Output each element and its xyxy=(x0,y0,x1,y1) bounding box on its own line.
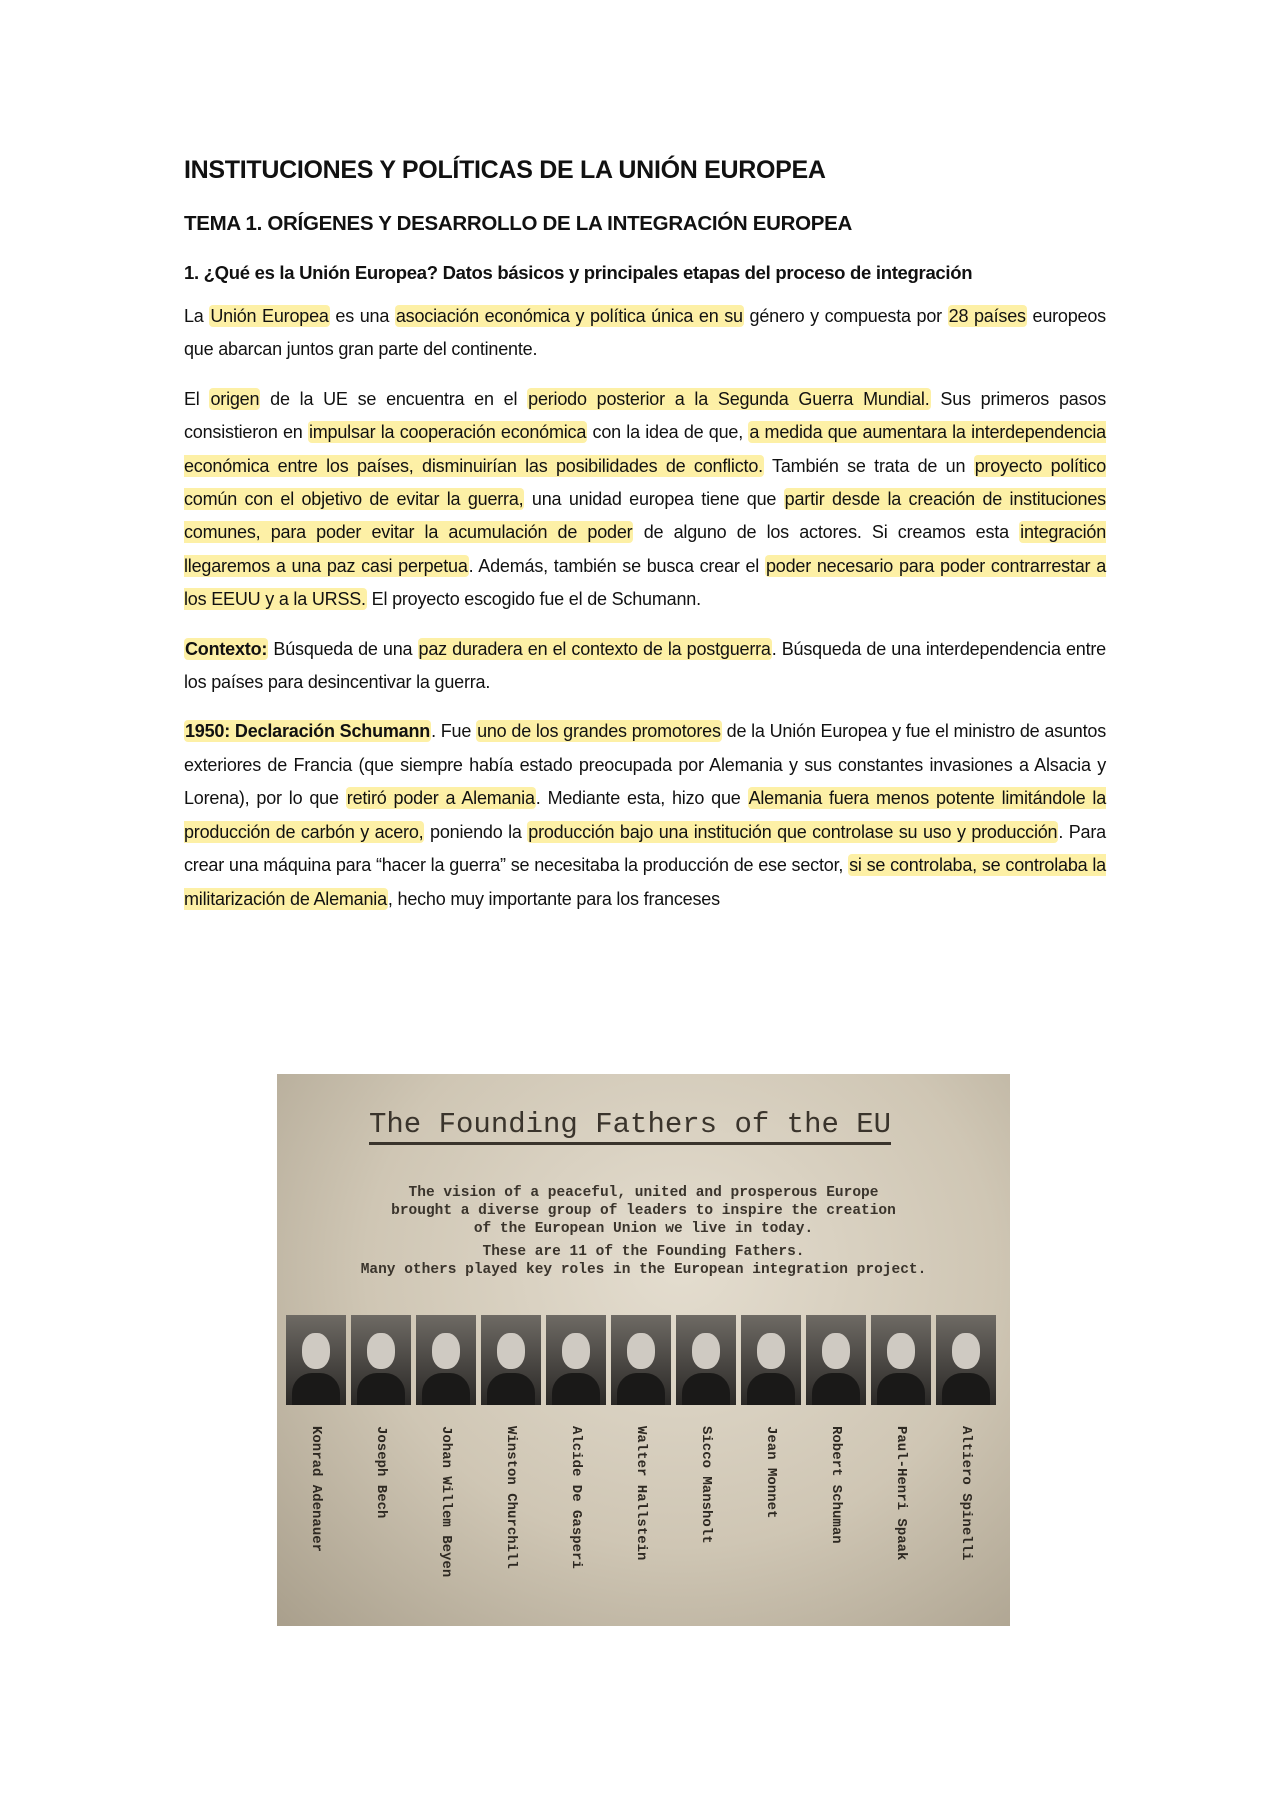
figure-note: These are 11 of the Founding Fathers. Many others played key roles in the European integration project. xyxy=(360,1244,927,1278)
highlighted-text: proyecto político común con el objetivo de evitar la guerra, xyxy=(184,455,1107,510)
portrait-row xyxy=(286,1315,996,1405)
founder-name: Alcide De Gasperi xyxy=(568,1426,584,1569)
highlighted-text: producción bajo una institución que controlase su uso y producción xyxy=(528,821,1058,842)
text: . Para crear una máquina para “hacer la guerra” se necesitaba la producción de ese sector, xyxy=(184,821,1106,876)
body-text xyxy=(184,300,1106,916)
portrait-photo xyxy=(546,1315,606,1405)
highlighted-text: partir desde la creación de instituciones comunes, para poder evitar la acumulación de poder xyxy=(184,489,1106,543)
highlighted-text: impulsar la cooperación económica xyxy=(308,422,587,443)
founder-name: Sicco Mansholt xyxy=(698,1426,714,1544)
text: . Fue xyxy=(431,721,477,742)
highlighted-text: asociación económica y política única en su xyxy=(395,306,743,326)
founding-fathers-image xyxy=(277,1074,1010,1626)
founder-name: Altiero Spinelli xyxy=(958,1426,974,1561)
text: Búsqueda de una xyxy=(268,638,418,659)
highlighted-text: Unión Europea xyxy=(210,306,329,326)
portrait-photo xyxy=(936,1315,996,1405)
text: . Mediante esta, hizo que xyxy=(535,788,748,809)
text: una unidad europea tiene que xyxy=(524,489,784,510)
text: Sus primeros pasos consistieron en xyxy=(184,388,1106,443)
highlighted-text: periodo posterior a la Segunda Guerra Mundial. xyxy=(528,388,930,409)
topic-heading: TEMA 1. ORÍGENES Y DESARROLLO DE LA INTEGRACIÓN EUROPEA xyxy=(184,212,853,235)
founder-name: Robert Schuman xyxy=(828,1426,844,1544)
text: europeos que abarcan juntos gran parte del continente. xyxy=(184,306,1106,360)
text: es una xyxy=(329,306,395,326)
text: El proyecto escogido fue el de Schumann. xyxy=(366,589,701,610)
founder-name: Winston Churchill xyxy=(503,1426,519,1569)
founder-name: Jean Monnet xyxy=(763,1426,779,1519)
section-heading: 1. ¿Qué es la Unión Europea? Datos básicos y principales etapas del proceso de integración xyxy=(184,262,973,283)
name-row xyxy=(286,1426,996,1616)
portrait-photo xyxy=(351,1315,411,1405)
founder-name: Johan Willem Beyen xyxy=(438,1426,454,1578)
highlighted-text: 28 países xyxy=(948,306,1026,326)
highlighted-text: Alemania fuera menos potente limitándole la producción de carbón y acero, xyxy=(184,788,1106,842)
text: de la Unión Europea y fue el ministro de asuntos exteriores de Francia (que siempre había estado preocupada por Alemania y sus constantes invasiones a Alsacia y Lorena), por lo que xyxy=(184,721,1106,809)
highlighted-text: uno de los grandes promotores xyxy=(477,721,721,742)
highlighted-text: poder necesario para poder contrarrestar a los EEUU y a la URSS. xyxy=(184,555,1107,610)
portrait-photo xyxy=(676,1315,736,1405)
text: de alguno de los actores. Si creamos esta xyxy=(633,522,1020,543)
text: El xyxy=(184,388,210,409)
document-title: INSTITUCIONES Y POLÍTICAS DE LA UNIÓN EUROPEA xyxy=(184,156,826,184)
founder-name: Joseph Bech xyxy=(373,1426,389,1519)
portrait-photo xyxy=(741,1315,801,1405)
highlighted-text: si se controlaba, se controlaba la militarización de Alemania xyxy=(184,855,1106,909)
document-page xyxy=(184,150,1106,916)
founder-name: Paul-Henri Spaak xyxy=(893,1426,909,1561)
highlighted-text: Contexto: xyxy=(185,638,268,659)
figure-title: The Founding Fathers of the EU xyxy=(369,1108,891,1145)
highlighted-text: origen xyxy=(210,388,260,409)
highlighted-text: paz duradera en el contexto de la postguerra xyxy=(418,638,771,659)
portrait-photo xyxy=(481,1315,541,1405)
highlighted-text: 1950: Declaración Schumann xyxy=(185,721,431,742)
portrait-photo xyxy=(611,1315,671,1405)
text: . Búsqueda de una interdependencia entre los países para desincentivar la guerra. xyxy=(184,638,1106,693)
text: género y compuesta por xyxy=(743,306,948,326)
text: poniendo la xyxy=(424,821,528,842)
figure-intro: The vision of a peaceful, united and prosperous Europe brought a diverse group of leaders to inspire the creation of the European Union we live in today. xyxy=(391,1185,896,1237)
paragraph xyxy=(184,383,1106,617)
portrait-photo xyxy=(286,1315,346,1405)
paragraph xyxy=(184,715,1106,915)
text: La xyxy=(184,306,210,326)
text: de la UE se encuentra en el xyxy=(260,388,528,409)
highlighted-text: integración llegaremos a una paz casi perpetua xyxy=(184,522,1107,576)
founder-name: Konrad Adenauer xyxy=(308,1426,324,1553)
founder-name: Walter Hallstein xyxy=(633,1426,649,1561)
text: , hecho muy importante para los franceses xyxy=(387,888,720,909)
portrait-photo xyxy=(871,1315,931,1405)
paragraph xyxy=(184,300,1106,367)
text: También se trata de un xyxy=(763,455,974,476)
paragraph xyxy=(184,633,1106,700)
portrait-photo xyxy=(806,1315,866,1405)
portrait-photo xyxy=(416,1315,476,1405)
highlighted-text: retiró poder a Alemania xyxy=(346,788,535,809)
text: con la idea de que, xyxy=(587,422,749,443)
highlighted-text: a medida que aumentara la interdependencia económica entre los países, disminuirían las posibilidades de conflicto. xyxy=(184,422,1106,476)
text: . Además, también se busca crear el xyxy=(468,555,765,576)
